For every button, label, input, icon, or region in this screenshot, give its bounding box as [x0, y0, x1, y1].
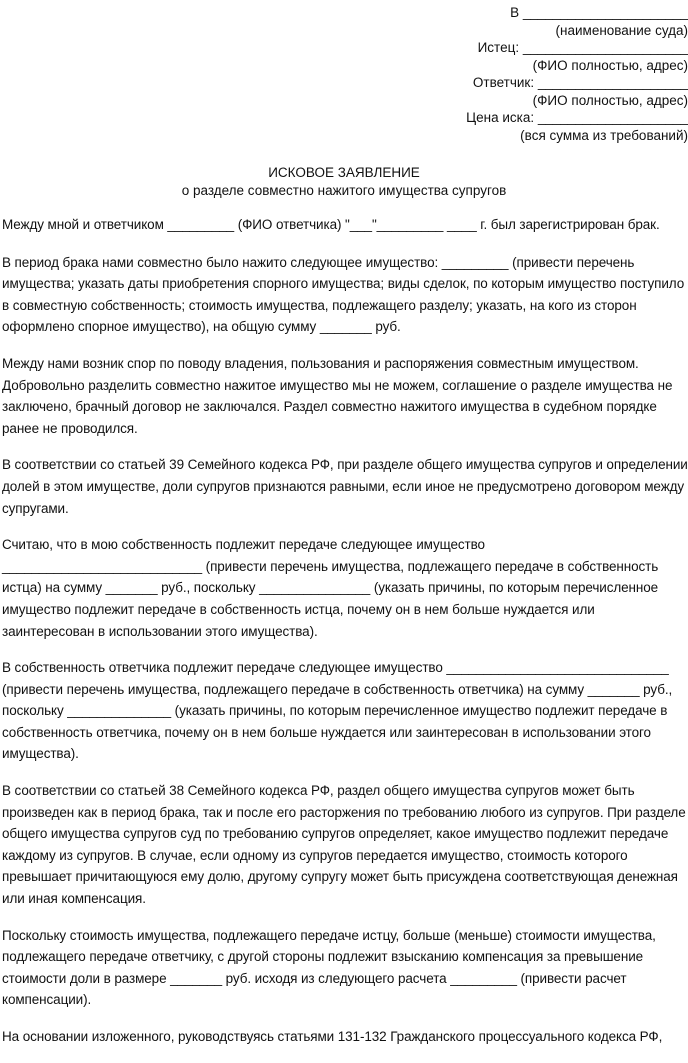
document-body [2, 214, 688, 1063]
court-hint: (наименование суда) [555, 22, 688, 38]
paragraph-article-39: В соответствии со статьей 39 Семейного кодекса РФ, при разделе общего имущества супругов и определении долей в этом имуществе, доли супругов признаются равными, если иное не предусмотрено договором между супругами. [2, 457, 688, 516]
paragraph-property: В период брака нами совместно было нажито следующее имущество: _________ (привести перечень имущества; указать даты приобретения спорного имущества; виды сделок, по которым имущество поступило в совместную собственность; стоимость имущества, подлежащего разделу; указать, на кого из сторон оформлено спорное имущество), на общую сумму _______ руб. [2, 254, 685, 335]
title-subheading: о разделе совместно нажитого имущества супругов [181, 183, 507, 198]
defendant-line: Ответчик: ____________________ [472, 75, 688, 90]
document-title [0, 164, 688, 200]
plaintiff-hint: (ФИО полностью, адрес) [532, 57, 688, 73]
price-hint: (вся сумма из требований) [520, 127, 688, 143]
paragraph-defendant-share: В собственность ответчика подлежит передаче следующее имущество ______________________________ (привести перечень имущества, подлежащего передаче в собственность ответчика) на сумму _______ руб., поскольку ______________ (указать причины, по которым перечисленное имущество подлежит передаче в собственность ответчика, почему он в нем больше нуждается или заинтересован в использовании этого имущества). [2, 660, 673, 762]
plaintiff-line: Истец: ______________________ [477, 40, 688, 55]
defendant-hint: (ФИО полностью, адрес) [532, 92, 688, 108]
paragraph-grounds: На основании изложенного, руководствуясь статьями 131-132 Гражданского процессуального кодекса РФ, [2, 1029, 663, 1044]
title-heading: ИСКОВОЕ ЗАЯВЛЕНИЕ [268, 165, 420, 180]
paragraph-compensation: Поскольку стоимость имущества, подлежащего передаче истцу, больше (меньше) стоимости имущества, подлежащего передаче ответчику, с другой стороны подлежит взысканию компенсация за превышение стоимости доли в размере _______ руб. исходя из следующего расчета _________ (привести расчет компенсации). [2, 927, 656, 1008]
price-line: Цена иска: ____________________ [466, 110, 688, 125]
paragraph-marriage: Между мной и ответчиком _________ (ФИО ответчика) "___"_________ ____ г. был зарегистрирован брак. [2, 217, 660, 232]
paragraph-article-38: В соответствии со статьей 38 Семейного кодекса РФ, раздел общего имущества супругов может быть произведен как в период брака, так и после его расторжения по требованию любого из супругов. При разделе общего имущества супругов суд по требованию супругов определяет, какое имущество подлежит передаче каждому из супругов. В случае, если одному из супругов передается имущество, стоимость которого превышает причитающуюся ему долю, другому супругу может быть присуждена соответствующая денежная или иная компенсация. [2, 783, 686, 907]
document-header [400, 4, 688, 144]
paragraph-dispute: Между нами возник спор по поводу владения, пользования и распоряжения совместным имуществом. Добровольно разделить совместно нажитое имущество мы не можем, соглашение о разделе имущества не заключено, брачный договор не заключался. Раздел совместно нажитого имущества в судебном порядке ранее не проводился. [2, 355, 673, 436]
paragraph-plaintiff-share: Считаю, что в мою собственность подлежит передаче следующее имущество ___________________________ (привести перечень имущества, подлежащего передаче в собственность истца) на сумму _______ руб., поскольку _______________ (указать причины, по которым перечисленное имущество подлежит передаче в собственность истца, почему он в нем больше нуждается или заинтересован в использовании этого имущества). [2, 537, 659, 639]
court-line: В ______________________ [510, 5, 688, 20]
